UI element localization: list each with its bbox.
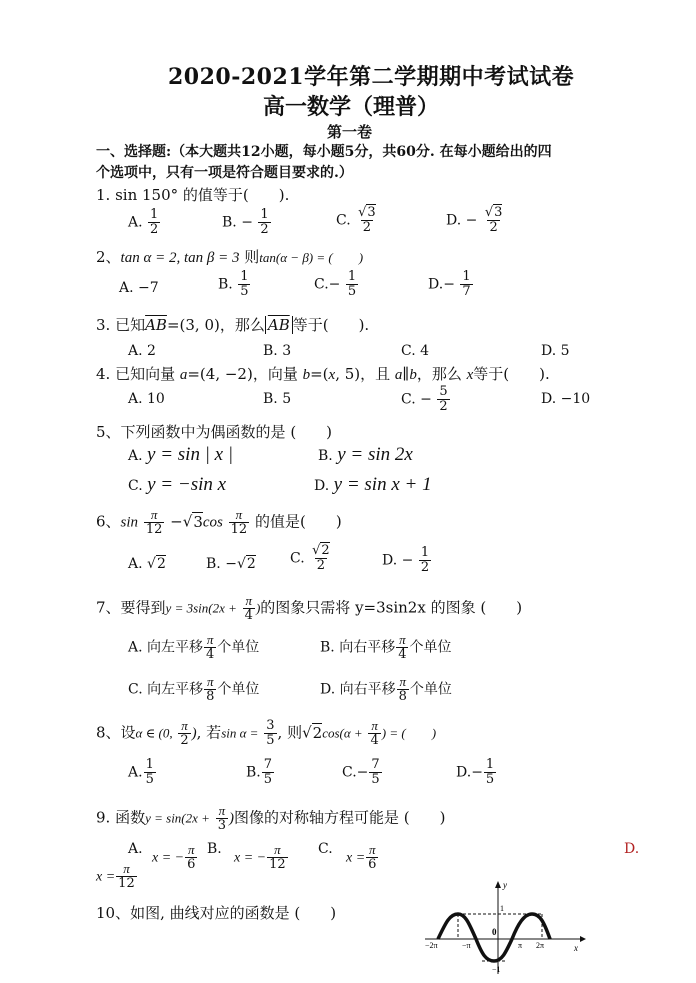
tick-neg-2pi: −2π bbox=[425, 941, 438, 950]
question-10-graph bbox=[420, 876, 590, 976]
tick-2pi: 2π bbox=[536, 941, 545, 950]
question-4-option-d: D. −10 bbox=[541, 391, 591, 407]
question-7-option-a: A. 向左平移 $\frac{\pi}{4}$ 个单位 bbox=[128, 632, 260, 662]
question-1-option-c: C. $\frac{√3}{2}$ bbox=[336, 205, 376, 235]
question-9-option-d-label: D. bbox=[624, 841, 640, 857]
page-subtitle: 高一数学（理普） bbox=[263, 94, 440, 120]
question-6-option-b: B. −√2 bbox=[206, 556, 256, 572]
question-2-option-b: B. $\frac{1}{5}$ bbox=[218, 269, 249, 299]
question-6-option-c: C. $\frac{√2}{2}$ bbox=[290, 543, 330, 573]
question-9-option-c-label: C. bbox=[318, 841, 333, 857]
question-3-option-c: C. 4 bbox=[401, 343, 430, 359]
question-9-value-b: x = − $\frac{\pi}{6}$ bbox=[152, 842, 196, 872]
question-2-stem: 2、tan α = 2, tan β = 3 则tan(α − β) = ( ) bbox=[96, 248, 364, 266]
question-7-stem: 7、要得到y = 3sin(2x + $\frac{\pi}{4}$ )的图象只需将 y=3sin2x 的图象 ( ) bbox=[96, 593, 523, 623]
question-9-value-a: x = $\frac{\pi}{12}$ bbox=[96, 861, 135, 891]
x-axis-arrow-icon bbox=[580, 936, 586, 942]
question-4-stem: 4. 已知向量 a=(4, −2)，向量 b=(x, 5)，且 a∥b，那么 x等于( ). bbox=[96, 365, 550, 383]
question-8-option-b: B. $\frac{7}{5}$ bbox=[246, 757, 273, 787]
question-9-stem: 9. 函数y = sin(2x + $\frac{\pi}{3}$ )图像的对称轴方程可能是 ( ) bbox=[96, 803, 446, 833]
question-4-option-c: C. − $\frac{5}{2}$ bbox=[401, 384, 448, 414]
question-6-option-a: A. √2 bbox=[128, 556, 166, 572]
question-10-stem: 10、如图, 曲线对应的函数是 ( ) bbox=[96, 904, 337, 922]
question-6-option-d: D. − $\frac{1}{2}$ bbox=[382, 545, 430, 575]
question-9-option-a-label: A. bbox=[128, 841, 143, 857]
question-1-stem: 1. sin 150° 的值等于( ). bbox=[96, 186, 290, 204]
question-7-option-c: C. 向左平移 $\frac{\pi}{8}$ 个单位 bbox=[128, 674, 260, 704]
question-7-option-b: B. 向右平移 $\frac{\pi}{4}$ 个单位 bbox=[320, 632, 452, 662]
question-9-value-c: x = $\frac{\pi}{6}$ bbox=[346, 842, 377, 872]
question-5-option-b: B. y = sin 2x bbox=[318, 444, 413, 465]
question-8-option-a: A. $\frac{1}{5}$ bbox=[128, 757, 154, 787]
question-8-option-d: D.− $\frac{1}{5}$ bbox=[456, 757, 495, 787]
question-5-stem: 5、下列函数中为偶函数的是 ( ) bbox=[96, 423, 333, 441]
page-title: 2020-2021学年第二学期期中考试试卷 bbox=[168, 64, 575, 90]
question-6-stem: 6、sin $\frac{\pi}{12}$ −√3cos $\frac{\pi}{12}$ 的值是( ) bbox=[96, 507, 342, 537]
question-2-option-d: D.− $\frac{1}{7}$ bbox=[428, 269, 471, 299]
x-axis-label: x bbox=[574, 943, 578, 953]
tick-zero: 0 bbox=[492, 927, 497, 937]
question-8-stem: 8、设α ∈ (0, $\frac{\pi}{2}$ ), 若sin α = $\frac{3}{5}$ , 则√2cos(α + $\frac{\pi}{4}$ ) = ( ) bbox=[96, 718, 437, 748]
question-5-option-d: D. y = sin x + 1 bbox=[314, 474, 432, 495]
question-9-option-b-label: B. bbox=[207, 841, 222, 857]
question-4-option-b: B. 5 bbox=[263, 391, 292, 407]
section-instructions-line2: 个选项中，只有一项是符合题目要求的.） bbox=[96, 165, 353, 181]
section-instructions-line1: 一、选择题:（本大题共12小题，每小题5分，共60分. 在每小题给出的四 bbox=[96, 144, 552, 160]
question-2-option-c: C.− $\frac{1}{5}$ bbox=[314, 269, 357, 299]
question-4-option-a: A. 10 bbox=[128, 391, 165, 407]
tick-pi: π bbox=[518, 941, 523, 950]
question-3-option-b: B. 3 bbox=[263, 343, 292, 359]
question-5-option-c: C. y = −sin x bbox=[128, 474, 227, 495]
question-5-option-a: A. y = sin | x | bbox=[128, 444, 234, 465]
question-1-option-b: B. − $\frac{1}{2}$ bbox=[222, 207, 269, 237]
question-8-option-c: C.− $\frac{7}{5}$ bbox=[342, 757, 380, 787]
question-3-option-d: D. 5 bbox=[541, 343, 570, 359]
volume-label: 第一卷 bbox=[327, 123, 373, 141]
y-axis-arrow-icon bbox=[495, 881, 501, 888]
tick-1: 1 bbox=[500, 904, 504, 913]
question-1-option-d: D. − $\frac{√3}{2}$ bbox=[446, 205, 503, 235]
sine-curve bbox=[438, 914, 550, 961]
question-3-stem: 3. 已知$\overline{AB}=(3$, 0)，那么 $\overline{AB}$ 等于( ). bbox=[96, 316, 370, 334]
question-3-option-a: A. 2 bbox=[128, 343, 156, 359]
tick-neg-pi: −π bbox=[462, 941, 471, 950]
question-1-option-a: A. $\frac{1}{2}$ bbox=[128, 207, 159, 237]
tick-neg-1: −1 bbox=[492, 965, 501, 974]
question-2-option-a: A. −7 bbox=[119, 280, 159, 296]
y-axis-label: y bbox=[503, 880, 507, 890]
question-9-value-b2: x = − $\frac{\pi}{12}$ bbox=[234, 842, 286, 872]
question-7-option-d: D. 向右平移 $\frac{\pi}{8}$ 个单位 bbox=[320, 674, 452, 704]
